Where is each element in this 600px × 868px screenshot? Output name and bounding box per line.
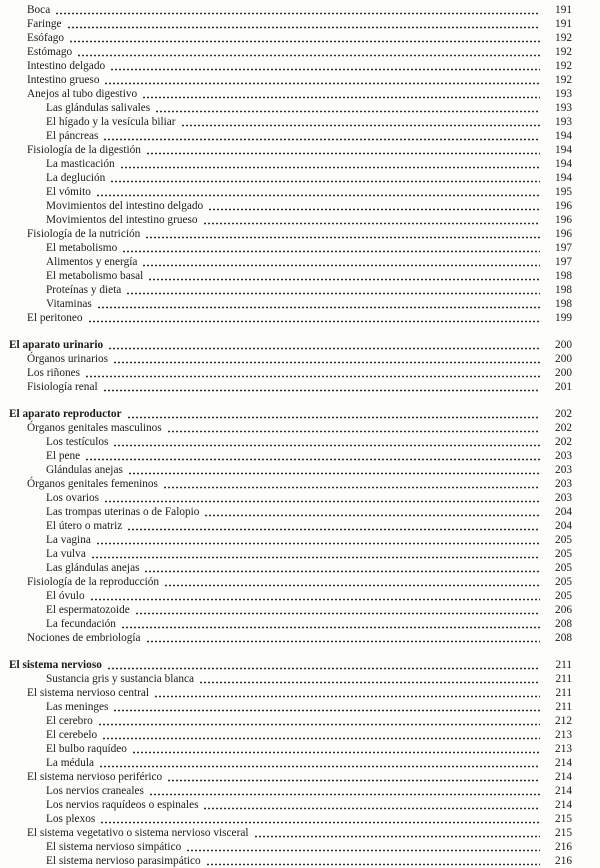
toc-entry-label: El páncreas [46,129,99,142]
toc-entry-label: Las glándulas salivales [46,101,151,114]
toc-entry-row [0,199,572,213]
dot-leader [90,589,540,602]
toc-entry-row [0,297,572,311]
toc-entry-label: Anejos al tubo digestivo [27,87,138,100]
toc-entry-label: Proteínas y dieta [46,283,122,296]
toc-entry-label: Los testículos [46,435,109,448]
toc-entry-label: El vómito [46,185,91,198]
toc-entry-page-number: 201 [555,380,572,393]
dot-leader [99,756,540,769]
toc-entry-page-number: 196 [555,227,572,240]
toc-entry-page-number: 198 [555,297,572,310]
dot-leader [132,742,540,755]
toc-entry-page-number: 211 [555,700,572,713]
toc-entry-row [0,435,572,449]
toc-entry-row [0,421,572,435]
toc-entry-page-number: 193 [555,115,572,128]
toc-entry-page-number: 197 [555,255,572,268]
toc-entry-row [0,241,572,255]
toc-entry-page-number: 200 [555,338,572,351]
dot-leader [77,45,540,58]
toc-entry-page-number: 202 [555,435,572,448]
dot-leader [85,366,540,379]
dot-leader [120,157,540,170]
toc-entry-label: Los nervios raquídeos o espinales [46,798,199,811]
toc-entry-label: Fisiología de la reproducción [27,575,160,588]
toc-entry-page-number: 192 [555,31,572,44]
toc-entry-row [0,854,572,868]
toc-entry-page-number: 204 [555,519,572,532]
toc-entry-label: El hígado y la vesícula biliar [46,115,176,128]
toc-entry-label: Movimientos del intestino grueso [46,213,198,226]
toc-entry-row [0,213,572,227]
toc-entry-row [0,185,572,199]
toc-entry-row [0,311,572,325]
toc-entry-label: El sistema nervioso [9,658,102,671]
toc-entry-row [0,45,572,59]
toc-entry-label: Boca [27,3,51,16]
toc-entry-row [0,449,572,463]
toc-entry-page-number: 205 [555,533,572,546]
toc-entry-label: Fisiología de la digestión [27,143,141,156]
toc-entry-label: Las trompas uterinas o de Falopio [46,505,200,518]
toc-entry-row [0,338,572,352]
toc-entry-row [0,589,572,603]
toc-entry-row [0,840,572,854]
toc-entry-label: Faringe [27,17,62,30]
toc-entry-label: La masticación [46,157,115,170]
toc-entry-page-number: 193 [555,101,572,114]
toc-entry-page-number: 211 [555,686,572,699]
dot-leader [113,435,540,448]
dot-leader [146,631,540,644]
toc-entry-label: La vagina [46,533,91,546]
toc-entry-page-number: 203 [555,449,572,462]
toc-entry-label: El cerebro [46,714,93,727]
toc-entry-page-number: 214 [555,756,572,769]
toc-entry-row [0,227,572,241]
toc-entry-row [0,463,572,477]
toc-entry-row [0,658,572,672]
toc-entry-row [0,519,572,533]
toc-entry-page-number: 205 [555,575,572,588]
toc-entry-page-number: 203 [555,477,572,490]
toc-entry-page-number: 216 [555,854,572,867]
toc-entry-row [0,728,572,742]
dot-leader [102,728,540,741]
toc-entry-page-number: 191 [555,17,572,30]
dot-leader [55,3,540,16]
toc-entry-row [0,255,572,269]
dot-leader [199,672,540,685]
toc-entry-page-number: 198 [555,269,572,282]
dot-leader [208,199,540,212]
dot-leader [126,283,540,296]
toc-entry-page-number: 216 [555,840,572,853]
toc-entry-page-number: 200 [555,366,572,379]
toc-entry-row [0,631,572,645]
dot-leader [163,477,540,490]
toc-entry-row [0,283,572,297]
toc-entry-row [0,575,572,589]
dot-leader [204,505,540,518]
toc-entry-label: Movimientos del intestino delgado [46,199,204,212]
toc-entry-label: Nociones de embriología [27,631,141,644]
dot-leader [104,491,540,504]
toc-entry-row [0,714,572,728]
dot-leader [203,798,540,811]
toc-entry-row [0,826,572,840]
toc-entry-label: Intestino grueso [27,73,100,86]
dot-leader [148,269,540,282]
toc-entry-label: El sistema vegetativo o sistema nervioso visceral [27,826,249,839]
toc-entry-row [0,617,572,631]
toc-entry-page-number: 197 [555,241,572,254]
toc-entry-row [0,407,572,421]
dot-leader [67,17,540,30]
dot-leader [96,185,540,198]
toc-entry-label: Intestino delgado [27,59,106,72]
dot-leader [100,812,540,825]
dot-leader [113,700,540,713]
dot-leader [85,449,540,462]
dot-leader [154,686,540,699]
toc-entry-label: La fecundación [46,617,116,630]
toc-entry-row [0,700,572,714]
toc-entry-label: El peritoneo [27,311,83,324]
toc-entry-row [0,17,572,31]
dot-leader [91,547,540,560]
toc-entry-label: La deglución [46,171,106,184]
dot-leader [145,227,540,240]
dot-leader [103,380,540,393]
dot-leader [127,407,540,420]
toc-entry-page-number: 206 [555,603,572,616]
toc-entry-page-number: 205 [555,561,572,574]
dot-leader [98,714,540,727]
toc-entry-page-number: 202 [555,421,572,434]
toc-entry-row [0,269,572,283]
toc-entry-label: El útero o matriz [46,519,123,532]
toc-entry-row [0,380,572,394]
toc-entry-page-number: 205 [555,547,572,560]
toc-entry-label: El sistema nervioso central [27,686,150,699]
dot-leader [88,311,540,324]
toc-entry-page-number: 195 [555,185,572,198]
toc-entry-page-number: 193 [555,87,572,100]
dot-leader [135,603,540,616]
toc-entry-page-number: 198 [555,283,572,296]
toc-entry-label: El sistema nervioso periférico [27,770,163,783]
toc-entry-page-number: 211 [555,672,572,685]
dot-leader [128,463,540,476]
toc-entry-label: Los plexos [46,812,96,825]
toc-entry-label: Órganos urinarios [27,352,109,365]
toc-entry-page-number: 192 [555,73,572,86]
toc-entry-row [0,3,572,17]
toc-entry-label: Esófago [27,31,65,44]
toc-entry-page-number: 213 [555,742,572,755]
toc-entry-page-number: 192 [555,45,572,58]
toc-entry-page-number: 192 [555,59,572,72]
toc-entry-row [0,157,572,171]
toc-entry-label: El metabolismo [46,241,118,254]
toc-entry-page-number: 211 [555,658,572,671]
toc-entry-page-number: 194 [555,129,572,142]
toc-entry-label: Glándulas anejas [46,463,123,476]
toc-entry-row [0,129,572,143]
toc-entry-label: Los nervios craneales [46,784,144,797]
toc-entry-row [0,686,572,700]
toc-entry-page-number: 212 [555,714,572,727]
dot-leader [104,73,540,86]
toc-entry-label: Vitaminas [46,297,92,310]
toc-entry-row [0,672,572,686]
dot-leader [110,171,540,184]
dot-leader [69,31,540,44]
toc-entry-page-number: 205 [555,589,572,602]
toc-entry-page-number: 208 [555,617,572,630]
dot-leader [107,658,540,671]
toc-entry-page-number: 200 [555,352,572,365]
toc-entry-row [0,477,572,491]
toc-entry-label: Sustancia gris y sustancia blanca [46,672,195,685]
dot-leader [122,241,540,254]
dot-leader [146,143,540,156]
dot-leader [127,519,540,532]
toc-entry-page-number: 214 [555,770,572,783]
toc-entry-label: El sistema nervioso parasimpático [46,854,201,867]
dot-leader [206,854,540,867]
toc-entry-label: El pene [46,449,81,462]
toc-entry-row [0,770,572,784]
toc-entry-label: El óvulo [46,589,85,602]
dot-leader [142,255,540,268]
toc-entry-row [0,59,572,73]
dot-leader [167,770,540,783]
toc-entry-label: El aparato reproductor [9,407,122,420]
toc-entry-row [0,87,572,101]
dot-leader [110,59,540,72]
dot-leader [254,826,541,839]
toc-entry-page-number: 214 [555,784,572,797]
dot-leader [108,338,540,351]
toc-entry-row [0,143,572,157]
toc-entry-row [0,352,572,366]
dot-leader [155,101,540,114]
toc-entry-row [0,505,572,519]
toc-entry-label: El cerebelo [46,728,98,741]
dot-leader [144,561,540,574]
dot-leader [103,129,540,142]
toc-entry-label: Estómago [27,45,73,58]
toc-entry-page-number: 202 [555,407,572,420]
toc-entry-page-number: 208 [555,631,572,644]
dot-leader [149,784,540,797]
toc-entry-row [0,756,572,770]
dot-leader [121,617,540,630]
toc-entry-row [0,533,572,547]
toc-entry-row [0,171,572,185]
toc-entry-label: El metabolismo basal [46,269,144,282]
toc-entry-label: La vulva [46,547,86,560]
dot-leader [203,213,540,226]
toc-entry-label: Órganos genitales femeninos [27,477,158,490]
toc-entry-row [0,115,572,129]
dot-leader [186,840,540,853]
toc-entry-label: Los riñones [27,366,81,379]
toc-entry-label: El espermatozoide [46,603,130,616]
toc-entry-page-number: 199 [555,311,572,324]
toc-entry-page-number: 214 [555,798,572,811]
dot-leader [96,533,540,546]
dot-leader [113,352,540,365]
toc-entry-row [0,784,572,798]
toc-entry-label: Las glándulas anejas [46,561,140,574]
toc-entry-label: Las meninges [46,700,109,713]
toc-entry-label: El sistema nervioso simpático [46,840,182,853]
toc-entry-page-number: 215 [555,826,572,839]
dot-leader [142,87,540,100]
dot-leader [97,297,540,310]
dot-leader [167,421,540,434]
dot-leader [181,115,540,128]
toc-entry-page-number: 194 [555,143,572,156]
toc-entry-page-number: 215 [555,812,572,825]
toc-entry-row [0,798,572,812]
toc-entry-page-number: 191 [555,3,572,16]
toc-entry-label: El aparato urinario [9,338,104,351]
toc-entry-row [0,603,572,617]
toc-entry-row [0,366,572,380]
toc-entry-row [0,101,572,115]
toc-entry-label: El bulbo raquídeo [46,742,127,755]
toc-entry-row [0,561,572,575]
toc-entry-row [0,812,572,826]
toc-entry-page-number: 213 [555,728,572,741]
toc-entry-label: Fisiología renal [27,380,98,393]
toc-entry-row [0,73,572,87]
toc-entry-row [0,547,572,561]
toc-entry-page-number: 204 [555,505,572,518]
toc-entry-row [0,31,572,45]
toc-entry-page-number: 203 [555,463,572,476]
toc-entry-page-number: 203 [555,491,572,504]
toc-entry-label: Fisiología de la nutrición [27,227,141,240]
toc-entry-page-number: 194 [555,157,572,170]
toc-entry-page-number: 196 [555,199,572,212]
toc-entry-row [0,491,572,505]
toc-entry-page-number: 194 [555,171,572,184]
toc-entry-label: La médula [46,756,94,769]
toc-entry-label: Los ovarios [46,491,100,504]
toc-entry-row [0,742,572,756]
toc-entry-label: Alimentos y energía [46,255,138,268]
dot-leader [164,575,540,588]
toc-entry-label: Órganos genitales masculinos [27,421,162,434]
toc-entry-page-number: 196 [555,213,572,226]
